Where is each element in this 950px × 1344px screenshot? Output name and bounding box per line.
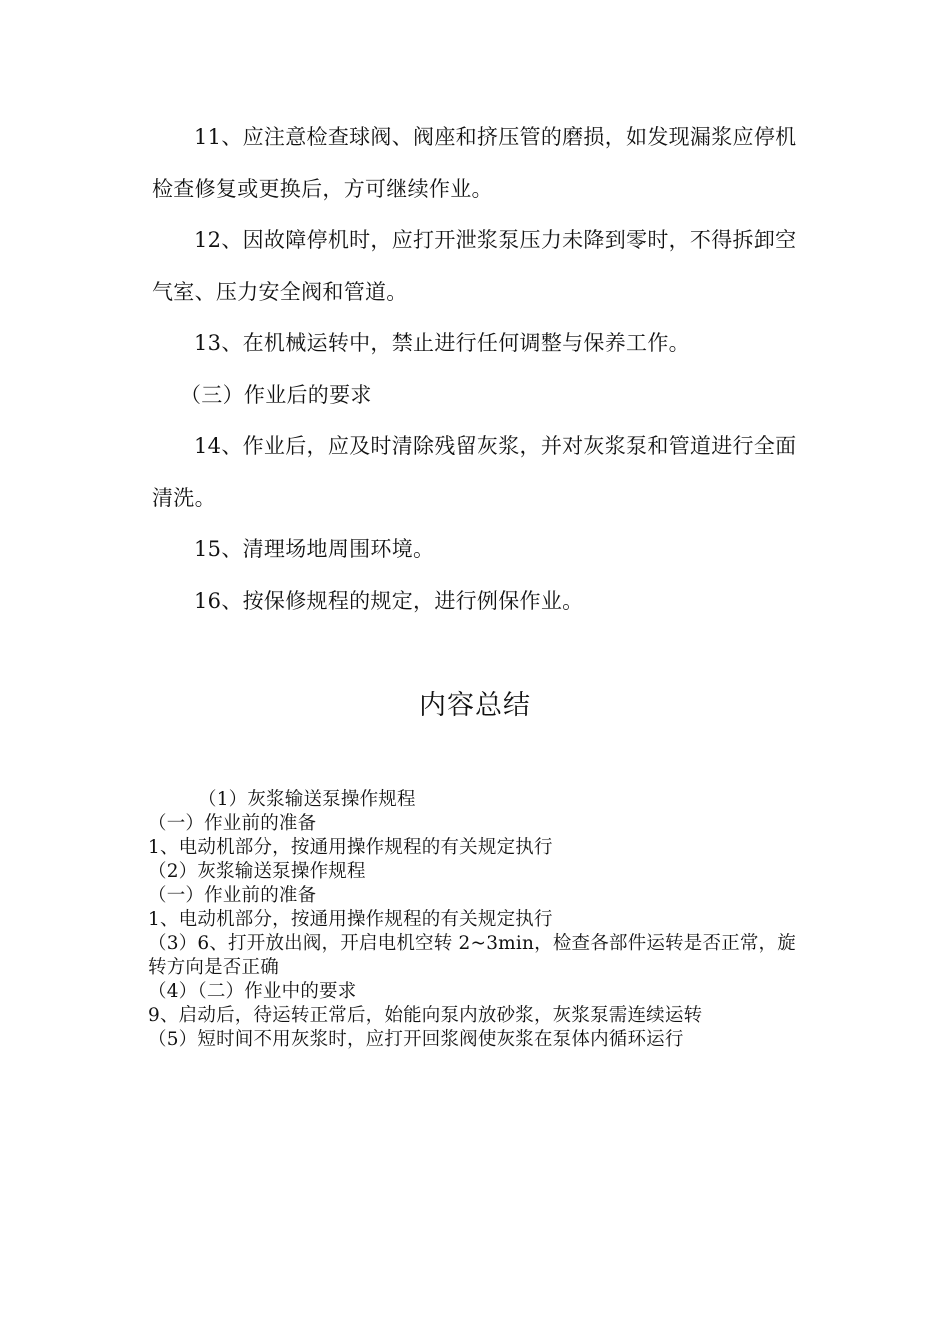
summary-line: （一）作业前的准备 <box>148 813 317 834</box>
paragraph-16: 16、按保修规程的规定，进行例保作业。 <box>194 588 584 613</box>
body-text <box>152 112 812 627</box>
summary-line: （4）（二）作业中的要求 <box>148 981 357 1002</box>
summary-line: 9、启动后，待运转正常后，始能向泵内放砂浆，灰浆泵需连续运转 <box>148 1005 703 1026</box>
summary-line: 1、电动机部分，按通用操作规程的有关规定执行 <box>148 837 553 858</box>
paragraph-14: 14、作业后，应及时清除残留灰浆，并对灰浆泵和管道进行全面清洗。 <box>152 434 797 510</box>
summary-list <box>148 788 808 1052</box>
summary-line: （5）短时间不用灰浆时，应打开回浆阀使灰浆在泵体内循环运行 <box>148 1029 684 1050</box>
summary-title: 内容总结 <box>419 690 531 721</box>
paragraph-15: 15、清理场地周围环境。 <box>194 537 435 561</box>
paragraph-12: 12、因故障停机时，应打开泄浆泵压力未降到零时，不得拆卸空气室、压力安全阀和管道。 <box>152 228 797 304</box>
summary-line: 1、电动机部分，按通用操作规程的有关规定执行 <box>148 909 553 930</box>
summary-line: （一）作业前的准备 <box>148 885 317 906</box>
summary-line: （3）6、打开放出阀，开启电机空转 2~3min，检查各部件运转是否正常，旋转方向是否正确 <box>148 933 796 978</box>
summary-line: （1）灰浆输送泵操作规程 <box>198 789 416 810</box>
paragraph-13: 13、在机械运转中，禁止进行任何调整与保养工作。 <box>194 331 690 355</box>
section-heading-after-work: （三）作业后的要求 <box>180 382 372 407</box>
paragraph-11: 11、应注意检查球阀、阀座和挤压管的磨损，如发现漏浆应停机检查修复或更换后，方可继续作业。 <box>152 125 797 201</box>
summary-line: （2）灰浆输送泵操作规程 <box>148 861 366 882</box>
